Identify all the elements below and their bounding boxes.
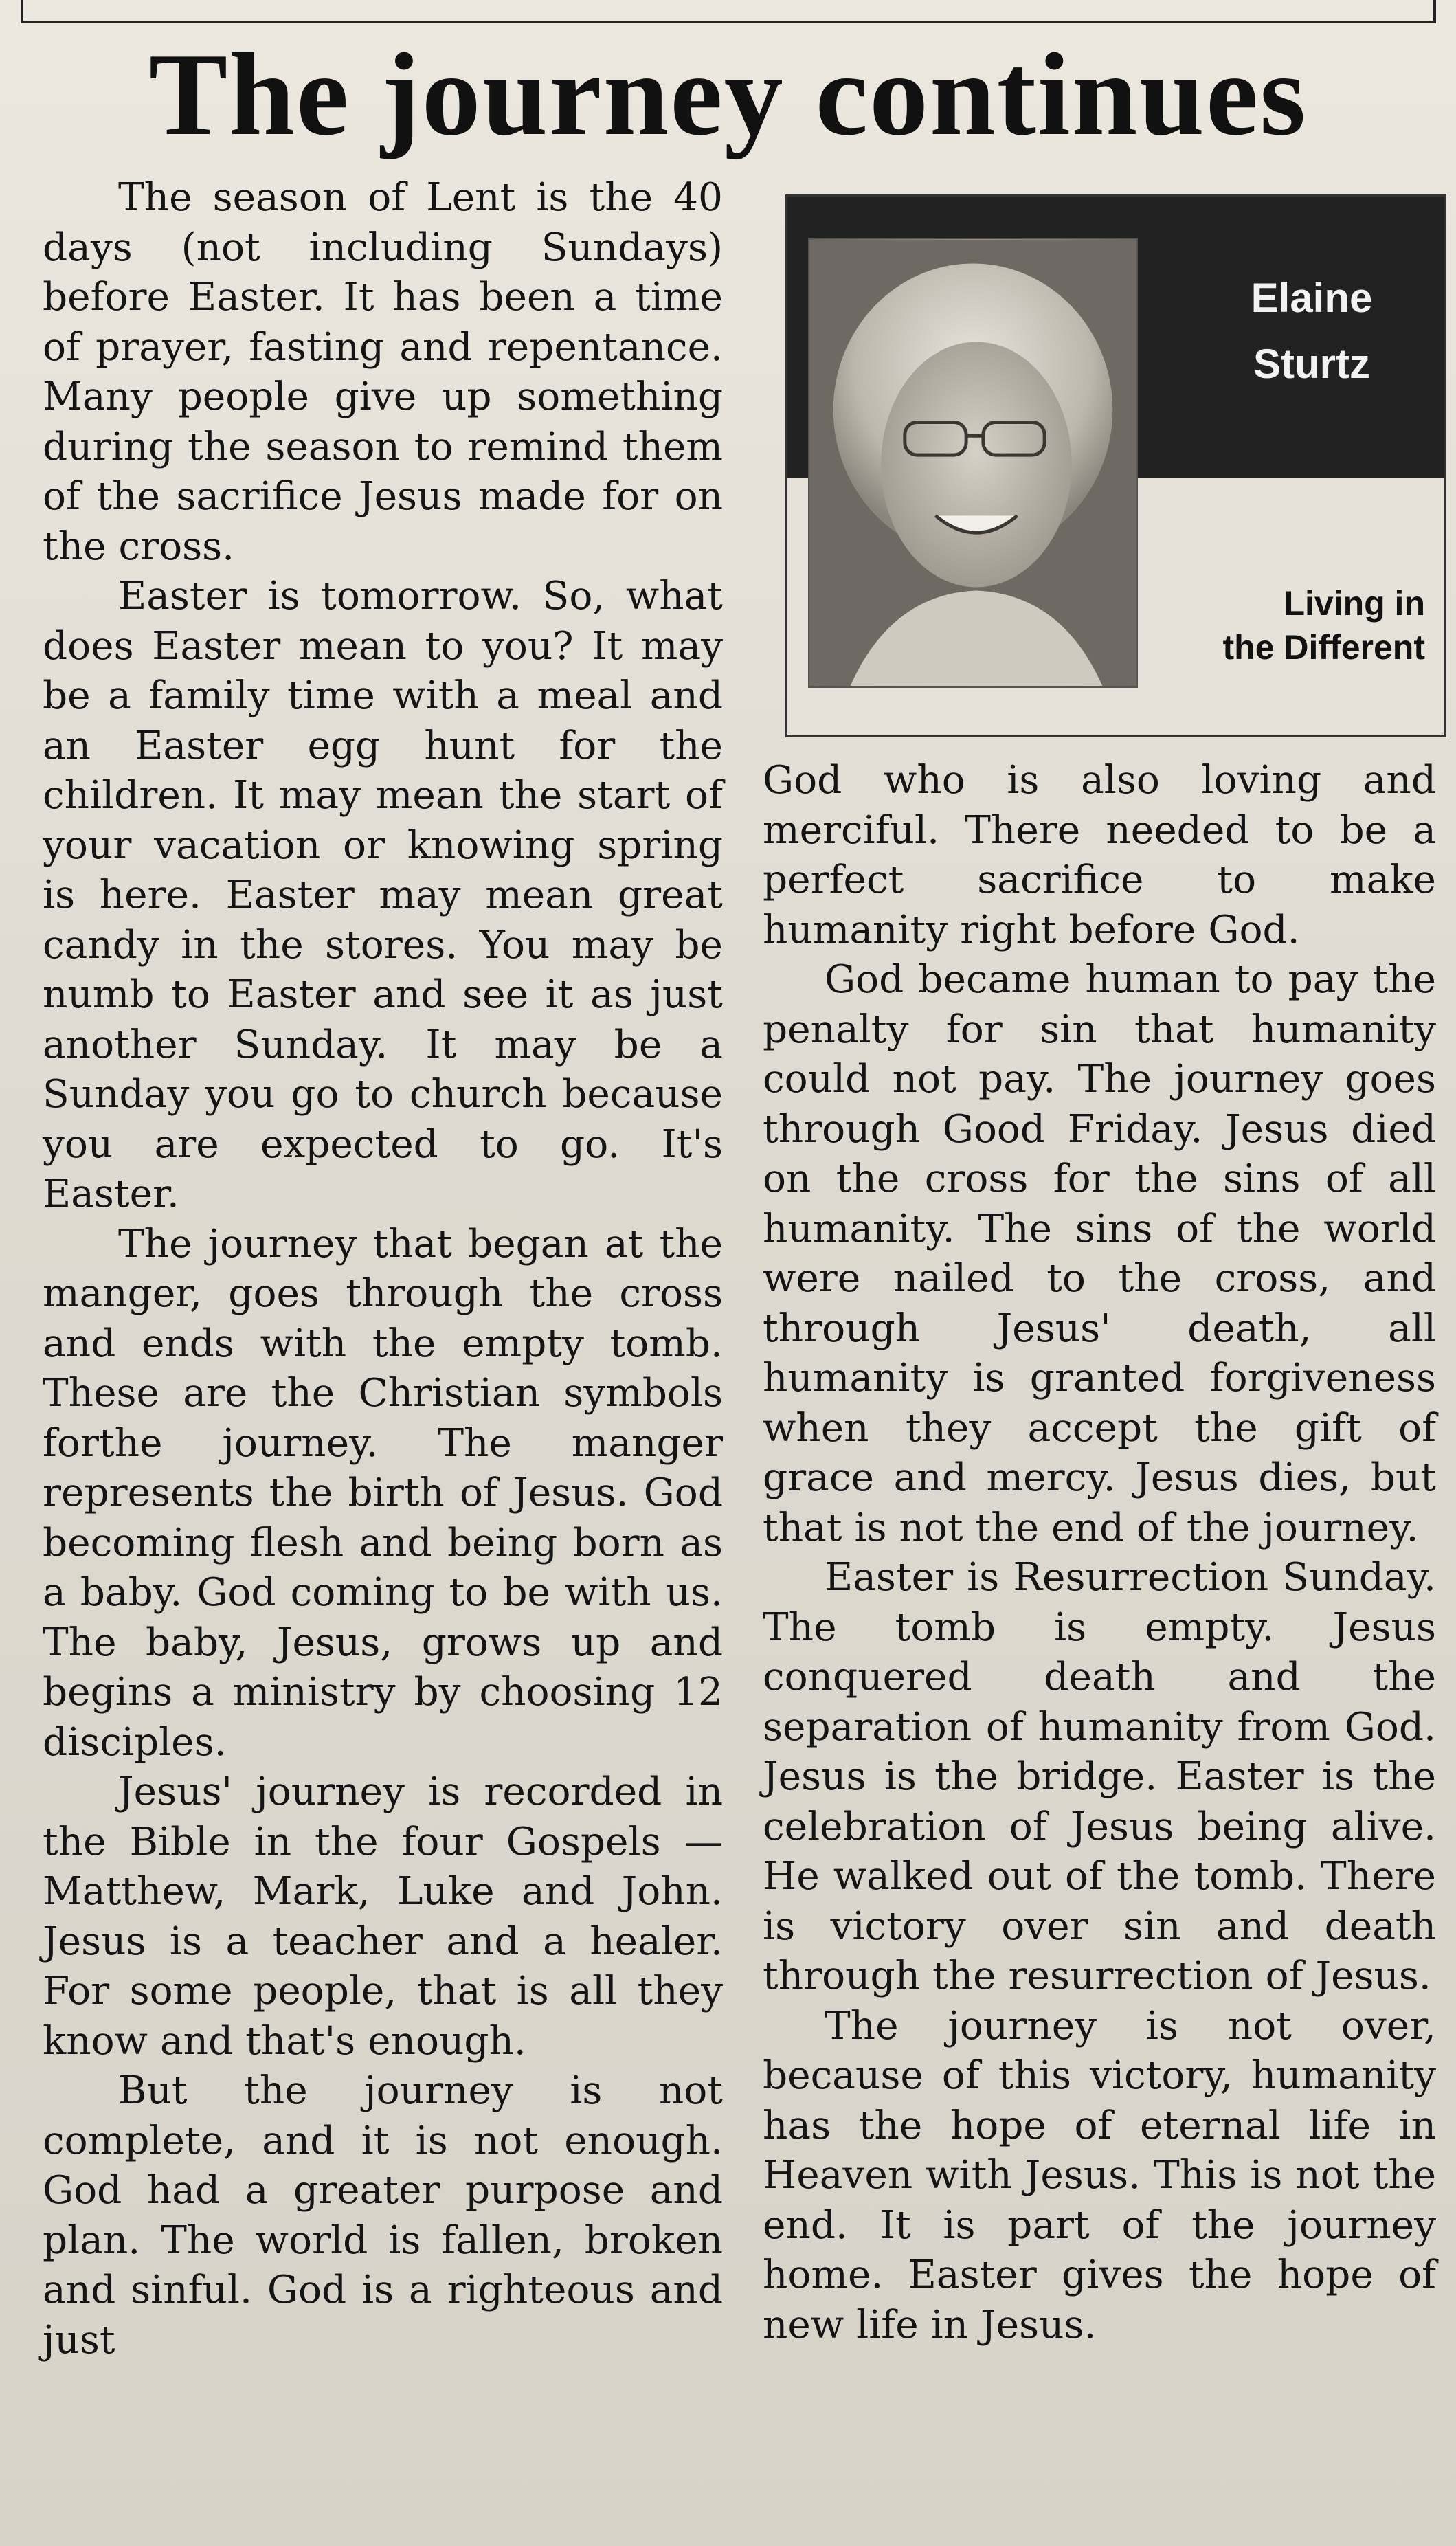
paragraph-5: But the journey is not complete, and it is not enough. God had a greater purpose and plan. The world is fallen, broken and sinful. God is a righteous and just (43, 2068, 723, 2363)
paragraph-9: The journey is not over, because of this victory, humanity has the hope of eternal life in Heaven with Jesus. This is not the end. It is part of the journey home. Easter gives the hope of new life in Jesus. (763, 2003, 1436, 2347)
headline: The journey continues (148, 30, 1308, 160)
left-column (43, 173, 723, 2365)
paragraph-2: Easter is tomorrow. So, what does Easter mean to you? It may be a family time with a meal and an Easter egg hunt for the children. It may mean the start of your vacation or knowing spring is here. Easter may mean great candy in the stores. You may be numb to Easter and see it as just another Sunday. It may be a Sunday you go to church because you are expected to go. It's Easter. (43, 574, 723, 1216)
byline-box (785, 194, 1446, 737)
column-name-line2: the Different (1222, 628, 1425, 667)
paragraph-1: The season of Lent is the 40 days (not including Sundays) before Easter. It has been a time of prayer, fasting and repentance. Many people give up something during the season to remind them of the sacrifice Jesus made for on the cross. (43, 175, 723, 569)
column-name (1150, 581, 1425, 669)
paragraph-8: Easter is Resurrection Sunday. The tomb is empty. Jesus conquered death and the separation of humanity from God. Jesus is the bridge. Easter is the celebration of Jesus being alive. He walked out of the tomb. There is victory over sin and death through the resurrection of Jesus. (763, 1555, 1436, 1998)
paragraph-7: God became human to pay the penalty for sin that humanity could not pay. The journey goes through Good Friday. Jesus died on the cross for the sins of all humanity. The sins of the world were nailed to the cross, and through Jesus' death, all humanity is granted forgiveness when they accept the gift of grace and mercy. Jesus dies, but that is not the end of the journey. (763, 957, 1436, 1550)
paragraph-4: Jesus' journey is recorded in the Bible in the four Gospels — Matthew, Mark, Luke and John. Jesus is a teacher and a healer. For some people, that is all they know and that's enough. (43, 1769, 723, 2064)
author-name (1198, 265, 1425, 397)
paragraph-3: The journey that began at the manger, goes through the cross and ends with the empty tomb. These are the Christian symbols forthe journey. The manger represents the birth of Jesus. God becoming flesh and being born as a baby. God coming to be with us. The baby, Jesus, grows up and begins a ministry by choosing 12 disciples. (43, 1221, 723, 1765)
top-rule (21, 0, 1436, 23)
author-photo (808, 238, 1138, 688)
right-column (763, 756, 1436, 2350)
author-last-name: Sturtz (1253, 341, 1370, 387)
author-first-name: Elaine (1251, 275, 1373, 321)
column-name-line1: Living in (1284, 584, 1425, 623)
author-portrait-icon (809, 239, 1136, 686)
paragraph-6: God who is also loving and merciful. There needed to be a perfect sacrifice to make humanity right before God. (763, 758, 1436, 952)
